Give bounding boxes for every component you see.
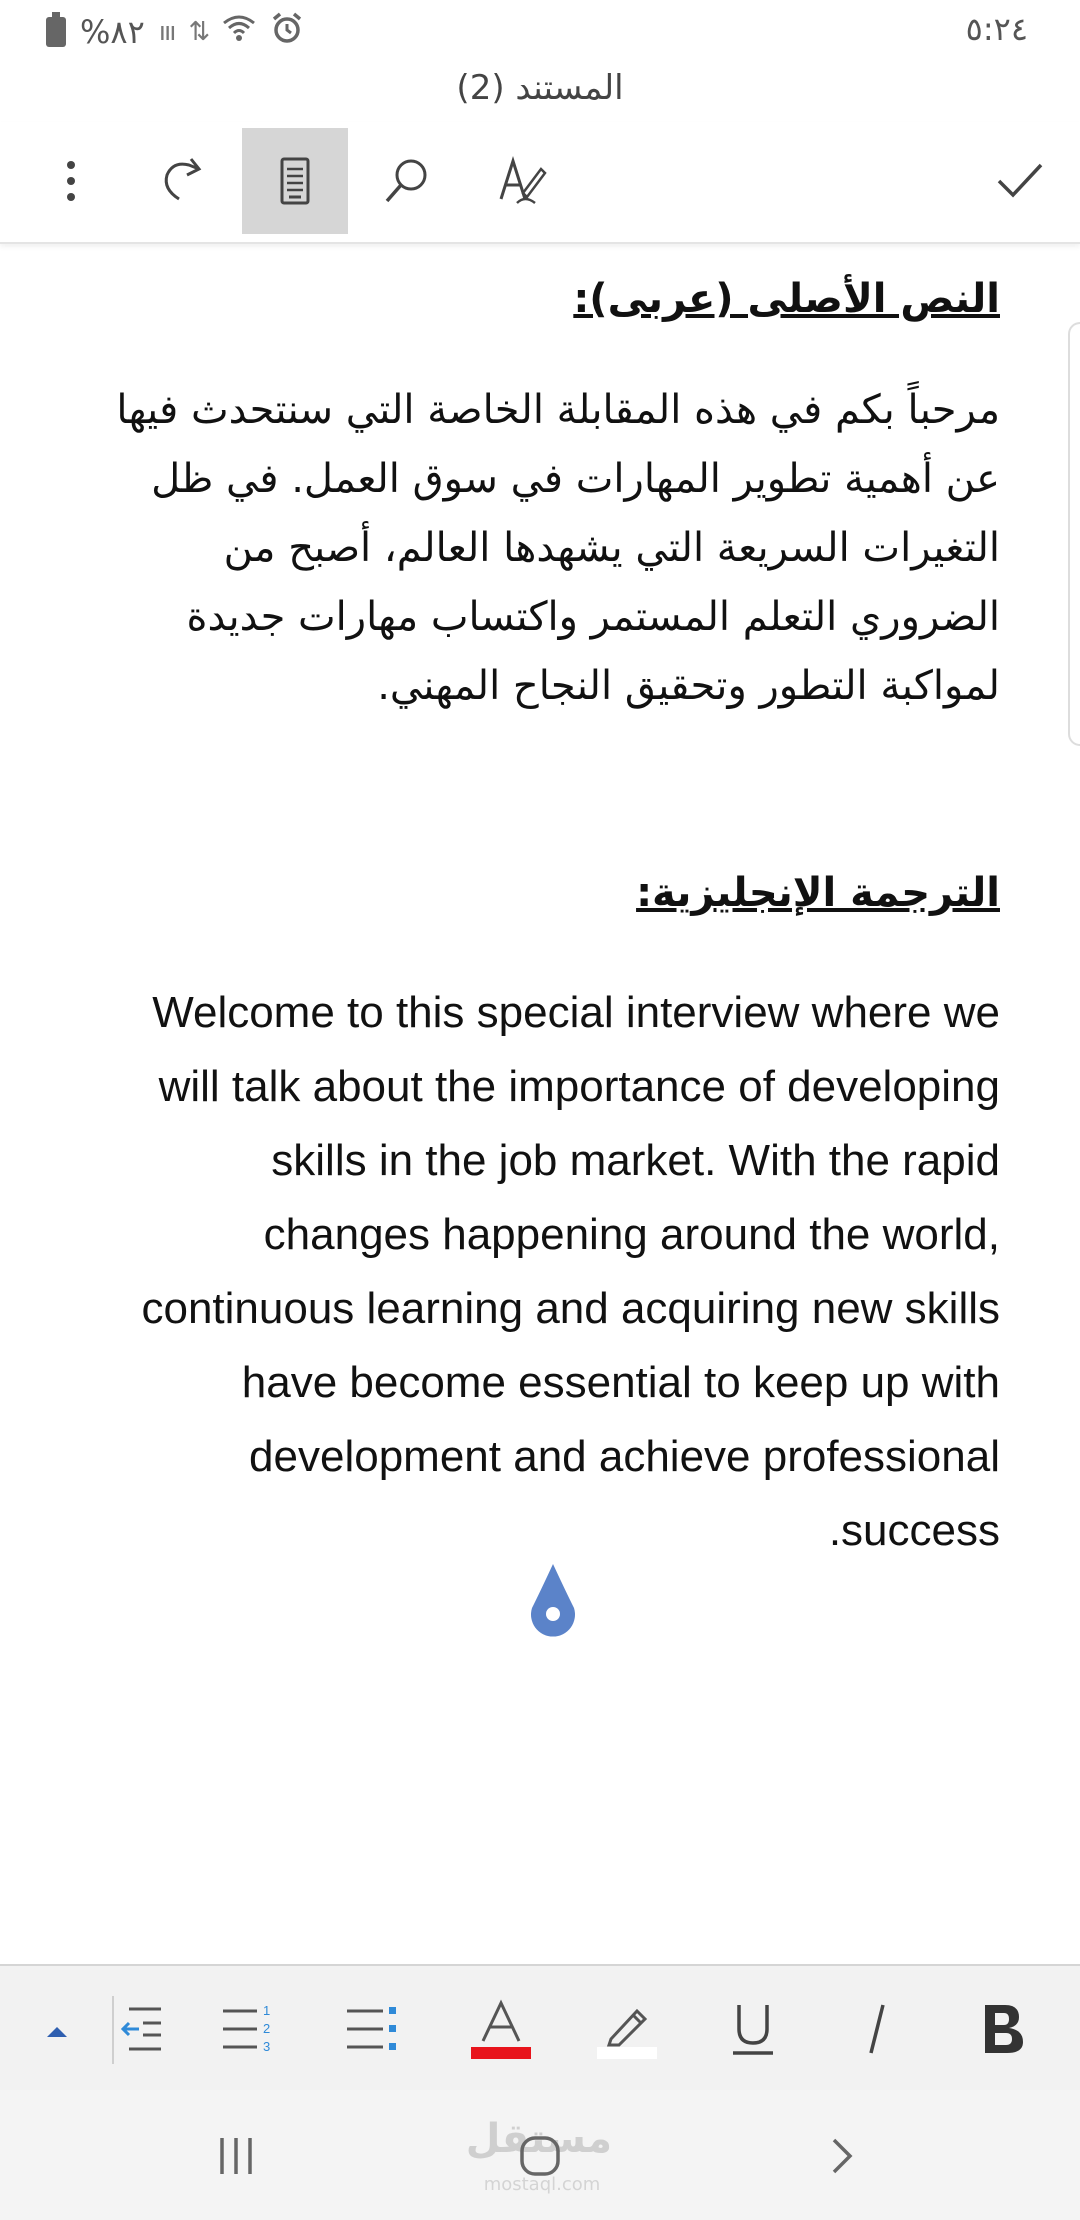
done-button[interactable]: [966, 128, 1072, 234]
draw-icon: [495, 155, 547, 207]
highlight-icon: [595, 1997, 659, 2061]
status-time: ٥:٢٤: [965, 10, 1028, 48]
system-nav-bar: [0, 2090, 1080, 2220]
draw-button[interactable]: [468, 128, 574, 234]
top-toolbar: [0, 122, 1080, 244]
decrease-indent-icon: [109, 1997, 173, 2061]
svg-text:2: 2: [263, 2021, 271, 2036]
more-vert-icon: [45, 155, 97, 207]
decrease-indent-button[interactable]: [96, 1966, 186, 2092]
document-canvas[interactable]: [0, 246, 1080, 1964]
italic-icon: [845, 1997, 909, 2061]
status-indicators: [46, 10, 304, 54]
search-icon: [381, 155, 433, 207]
scroll-handle[interactable]: [1068, 322, 1080, 746]
svg-text:3: 3: [263, 2039, 271, 2054]
home-icon: [512, 2128, 568, 2184]
numbered-list-icon: [217, 1997, 281, 2061]
search-button[interactable]: [354, 128, 460, 234]
recent-apps-icon: [208, 2128, 264, 2184]
status-bar: [0, 0, 1080, 60]
font-color-button[interactable]: [456, 1966, 546, 2092]
font-color-icon: [469, 1997, 533, 2061]
back-button[interactable]: [800, 2116, 880, 2196]
bulleted-list-icon: [341, 1997, 405, 2061]
home-button[interactable]: [500, 2116, 580, 2196]
heading-original-text: النص الأصلى (عربى):: [573, 276, 1000, 322]
expand-toolbar-button[interactable]: [14, 1966, 100, 2092]
redo-icon: [157, 155, 209, 207]
view-mode-icon: [269, 155, 321, 207]
svg-text:1: 1: [263, 2003, 271, 2018]
battery-percentage: %٨٢: [80, 13, 145, 51]
alarm-icon: [270, 11, 304, 53]
bold-icon: [971, 1997, 1035, 2061]
redo-button[interactable]: [130, 128, 236, 234]
bold-button[interactable]: [958, 1966, 1048, 2092]
mobile-data-off-icon: ⇅: [188, 17, 209, 47]
text-cursor-handle-icon[interactable]: [526, 1562, 580, 1638]
formatting-bar: [0, 1964, 1080, 2094]
bulleted-list-button[interactable]: [328, 1966, 418, 2092]
document-title: المستند (2): [456, 68, 624, 108]
back-icon: [812, 2128, 868, 2184]
more-options-button[interactable]: [18, 128, 124, 234]
signal-icon: ııı: [158, 17, 175, 47]
check-icon: [993, 155, 1045, 207]
arabic-paragraph: مرحباً بكم في هذه المقابلة الخاصة التي سنتحدث فيها عن أهمية تطوير المهارات في سوق العمل. في ظل التغيرات السريعة التي يشهدها العالم، أصبح من الضروري التعلم المستمر واكتساب مهارات جديدة لمواكبة التطور وتحقيق النجاح المهني.: [116, 387, 1000, 709]
view-mode-button[interactable]: [242, 128, 348, 234]
recent-apps-button[interactable]: [196, 2116, 276, 2196]
heading-translation: الترجمة الإنجليزية:: [636, 870, 1000, 916]
expand-up-icon: [25, 1997, 89, 2061]
highlight-button[interactable]: [582, 1966, 672, 2092]
wifi-icon: [222, 13, 256, 51]
underline-icon: [721, 1997, 785, 2061]
italic-button[interactable]: [832, 1966, 922, 2092]
battery-icon: [46, 17, 66, 47]
english-paragraph: Welcome to this special interview where we will talk about the importance of developing skills in the job market. With the rapid changes happening around the world, continuous learning and acquiring new skills have become essential to keep up with development and achieve professional success.: [141, 988, 1000, 1555]
watermark-url: mostaql.com: [483, 2174, 601, 2195]
watermark-logo: مستقل: [465, 2116, 612, 2162]
numbered-list-button[interactable]: [204, 1966, 294, 2092]
underline-button[interactable]: [708, 1966, 798, 2092]
